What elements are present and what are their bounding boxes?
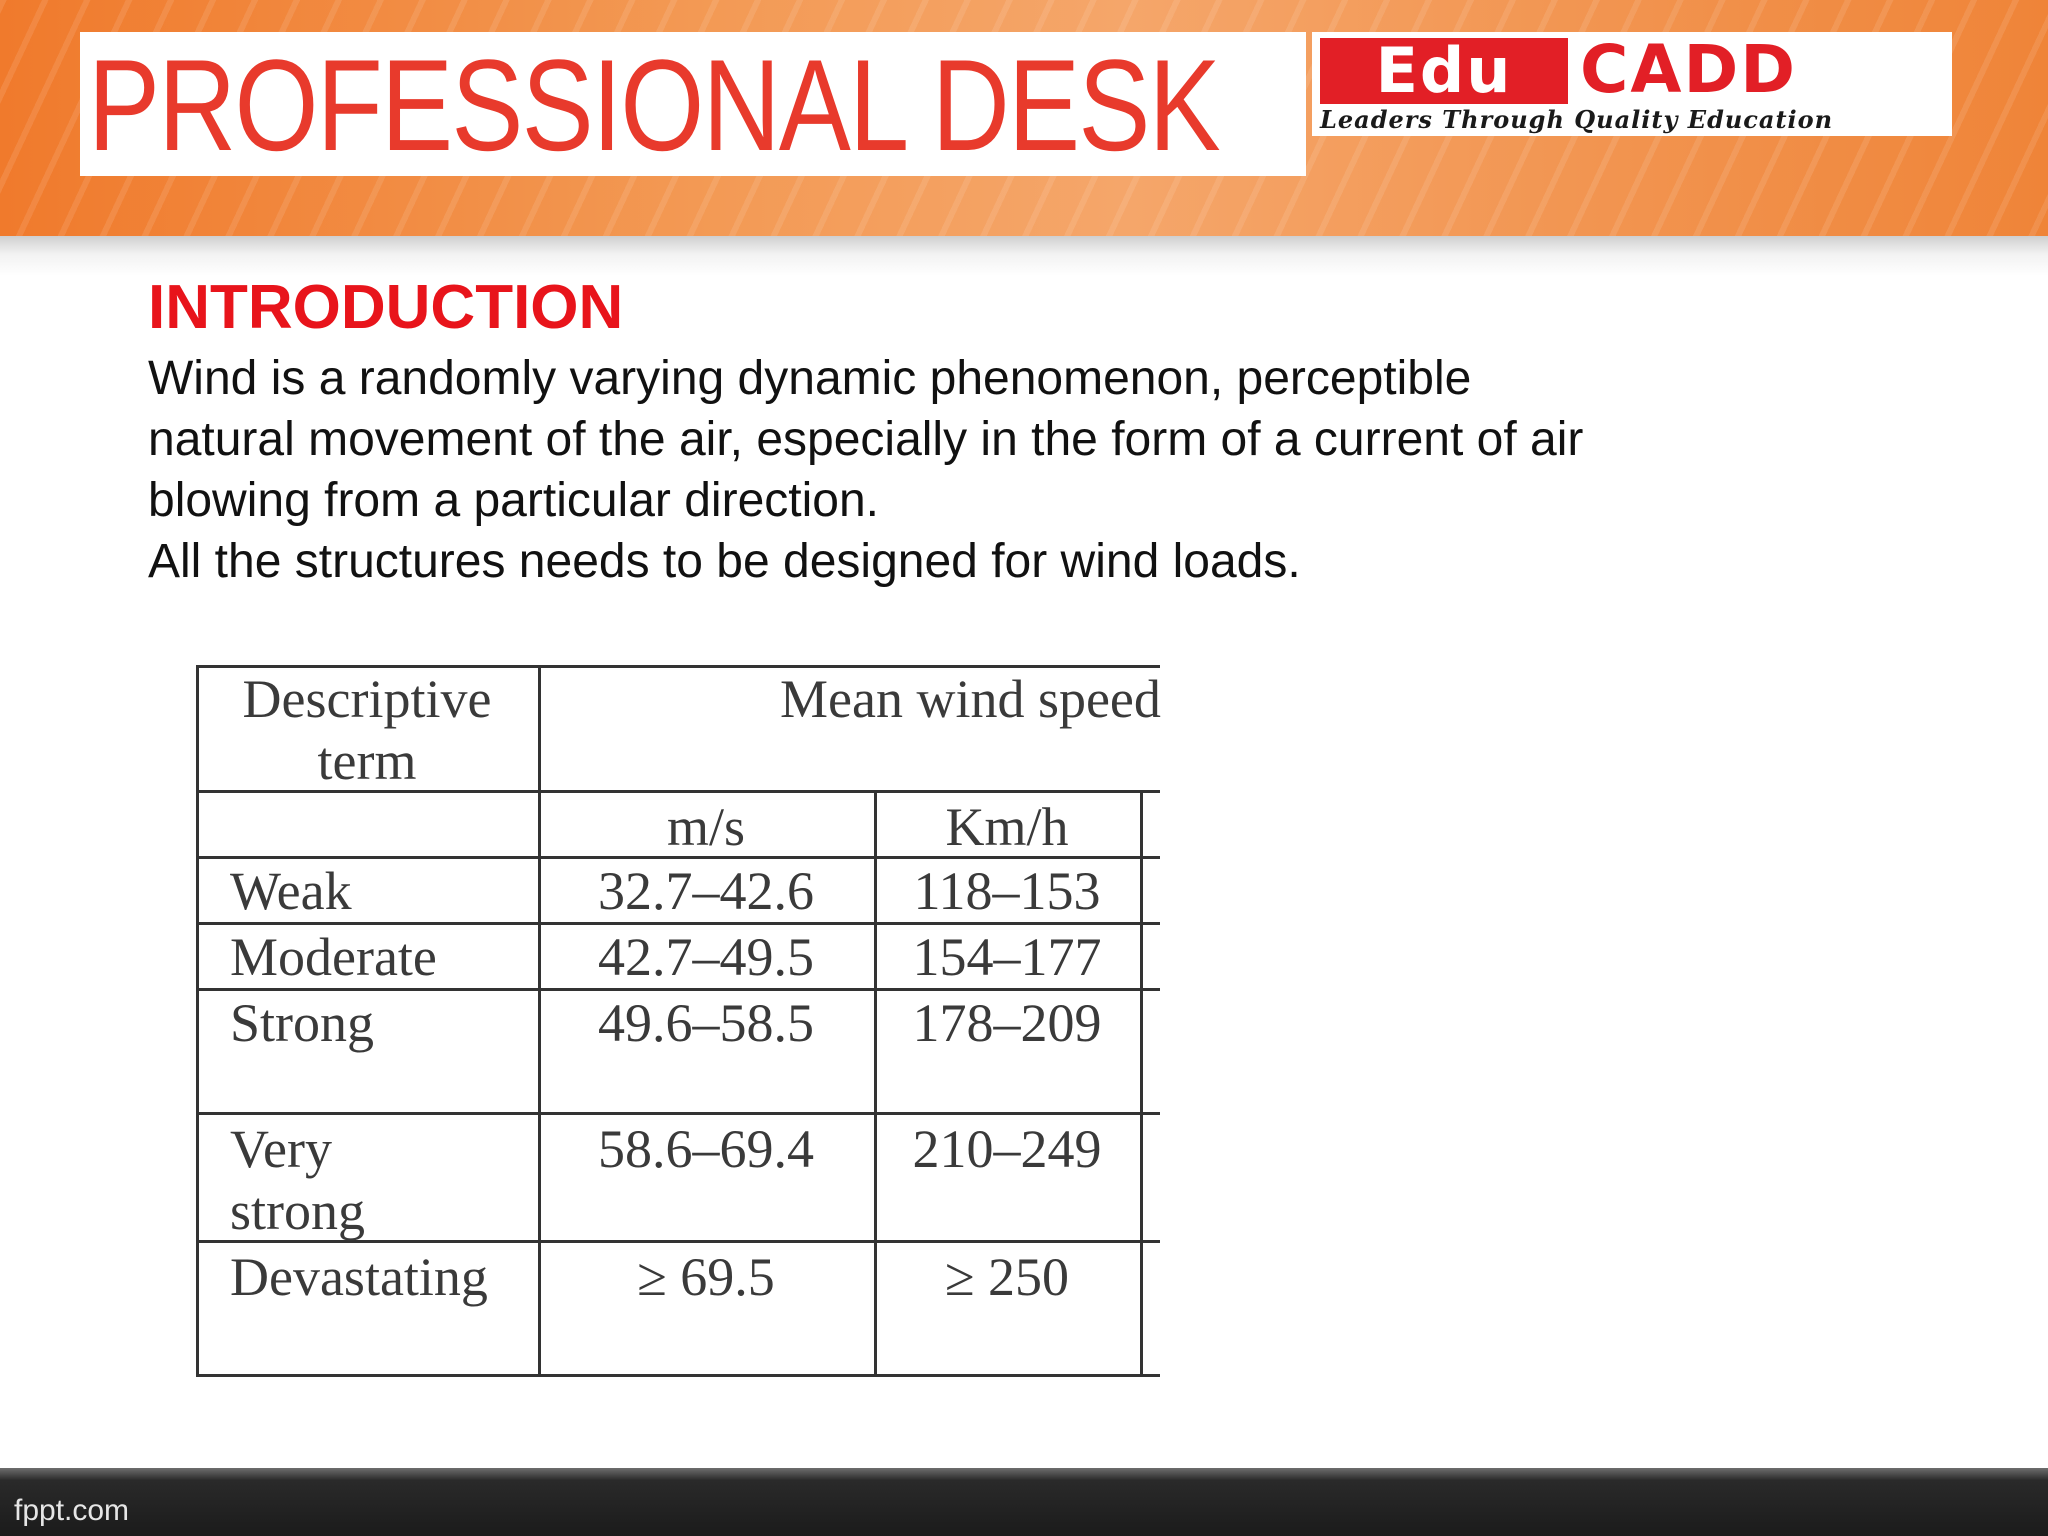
row-kmh: 178–209 bbox=[912, 993, 1102, 1053]
footer-bar bbox=[0, 1468, 2048, 1536]
header-descriptive-term bbox=[196, 668, 538, 792]
logo-tagline: Leaders Through Quality Education bbox=[1320, 105, 1834, 134]
row-term: Weak bbox=[230, 861, 352, 921]
row-kmh: 210–249 bbox=[912, 1119, 1102, 1179]
row-ms: ≥ 69.5 bbox=[637, 1247, 775, 1307]
row-kmh: ≥ 250 bbox=[944, 1247, 1070, 1307]
footer-site: fppt.com bbox=[14, 1494, 130, 1527]
intro-paragraph bbox=[148, 348, 1888, 592]
header-unit-kmh: Km/h bbox=[945, 797, 1069, 857]
row-term: Devastating bbox=[230, 1247, 488, 1307]
row-ms: 58.6–69.4 bbox=[598, 1119, 814, 1179]
header-mean-wind-speed: Mean wind speed bbox=[780, 669, 1161, 729]
banner-shadow bbox=[0, 236, 2048, 276]
header-banner bbox=[0, 0, 2048, 236]
table-rule bbox=[196, 988, 1160, 991]
paragraph-line: All the structures needs to be designed for wind loads. bbox=[148, 535, 1301, 588]
educadd-logo bbox=[1312, 32, 1952, 136]
paragraph-line: blowing from a particular direction. bbox=[148, 474, 879, 527]
row-ms: 32.7–42.6 bbox=[598, 861, 814, 921]
row-kmh: 118–153 bbox=[913, 861, 1101, 921]
paragraph-line: natural movement of the air, especially in the form of a current of air bbox=[148, 413, 1584, 466]
slide-heading: INTRODUCTION bbox=[148, 273, 624, 342]
header-unit-ms: m/s bbox=[666, 797, 746, 857]
table-rule bbox=[196, 1374, 1160, 1377]
logo-edu: Edu bbox=[1320, 38, 1568, 104]
row-term: Moderate bbox=[230, 927, 437, 987]
table-rule bbox=[196, 1112, 1160, 1115]
row-ms: 42.7–49.5 bbox=[598, 927, 814, 987]
banner-title: PROFESSIONAL DESK bbox=[88, 32, 1220, 176]
professional-desk-logo bbox=[80, 32, 1306, 176]
paragraph-line: Wind is a randomly varying dynamic phenomenon, perceptible bbox=[148, 352, 1472, 405]
table-rule bbox=[1140, 790, 1143, 1377]
row-term: Strong bbox=[230, 993, 375, 1053]
row-kmh: 154–177 bbox=[912, 927, 1102, 987]
header-term-line: Descriptive bbox=[242, 669, 492, 729]
logo-cadd: CADD bbox=[1580, 31, 1798, 108]
row-ms: 49.6–58.5 bbox=[598, 993, 814, 1053]
row-term: Very strong bbox=[230, 1119, 365, 1241]
header-term-line: term bbox=[317, 731, 417, 791]
table-rule bbox=[196, 922, 1160, 925]
